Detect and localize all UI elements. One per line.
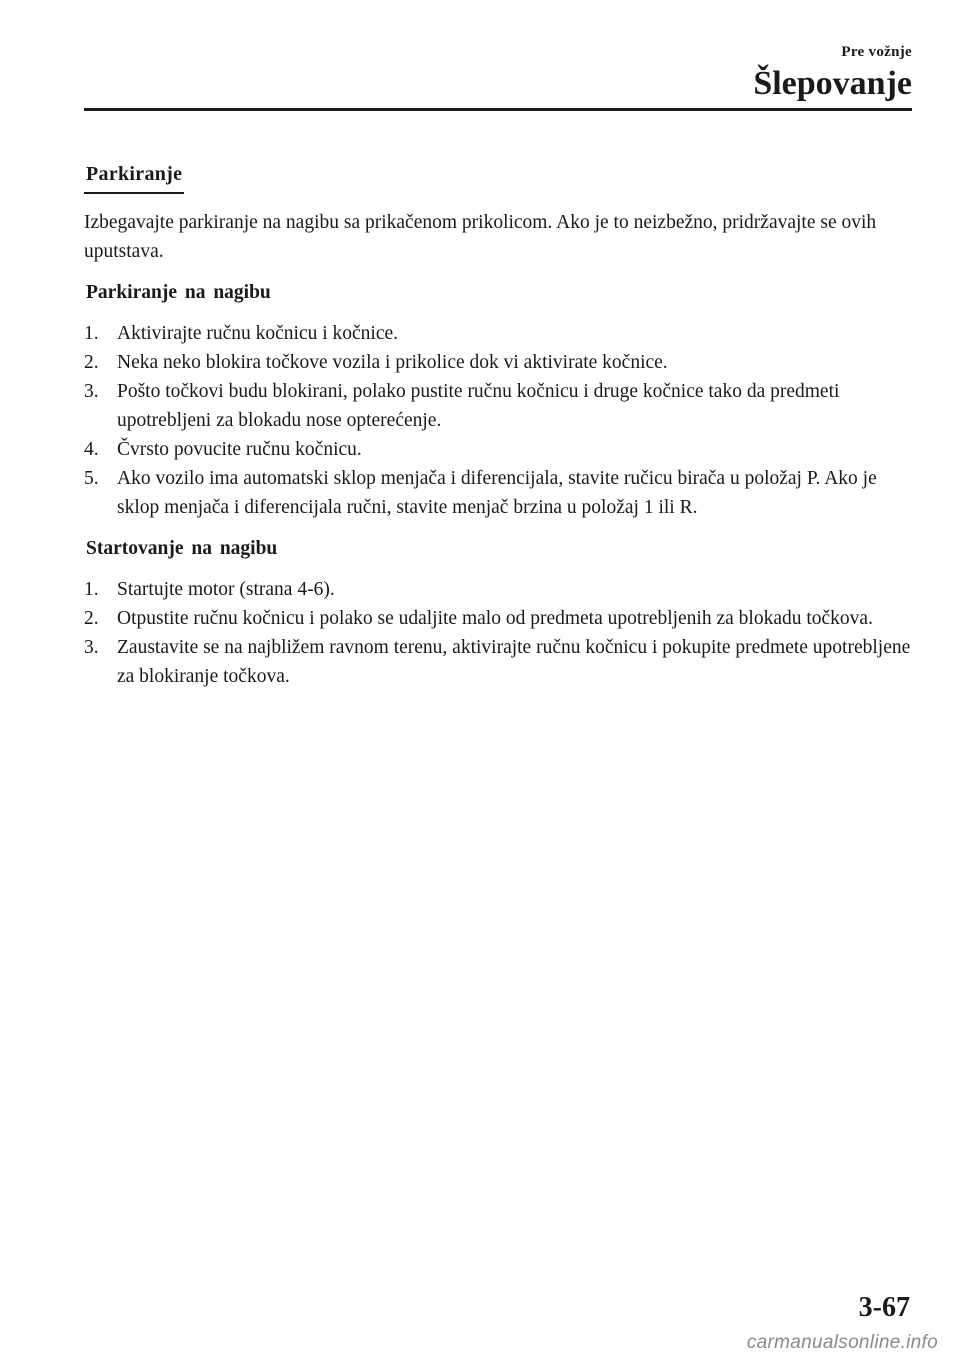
parking-steps-list: [84, 319, 912, 522]
header-divider: [84, 108, 912, 111]
step-number: 5.: [84, 468, 99, 489]
list-item: [84, 435, 912, 464]
step-text: Neka neko blokira točkove vozila i prikolice dok vi aktivirate kočnice.: [117, 352, 668, 373]
list-item: [84, 319, 912, 348]
step-number: 1.: [84, 323, 99, 344]
list-item: [84, 377, 912, 435]
step-number: 3.: [84, 637, 99, 658]
step-number: 2.: [84, 352, 99, 373]
step-text: Pošto točkovi budu blokirani, polako pustite ručnu kočnicu i druge kočnice tako da predmeti upotrebljeni za blokadu nose opterećenje.: [117, 381, 840, 431]
starting-on-slope-heading: Startovanje na nagibu: [86, 538, 278, 559]
list-item: [84, 633, 912, 691]
step-text: Aktivirajte ručnu kočnicu i kočnice.: [117, 323, 399, 344]
main-content: [84, 160, 912, 703]
list-item: [84, 348, 912, 377]
watermark: carmanualsonline.info: [746, 1332, 938, 1353]
list-item: [84, 464, 912, 522]
step-text: Zaustavite se na najbližem ravnom terenu, aktivirajte ručnu kočnicu i pokupite predmete upotrebljene za blokiranje točkova.: [117, 637, 911, 687]
section-heading: Parkiranje: [84, 160, 184, 194]
list-item: [84, 575, 912, 604]
step-text: Otpustite ručnu kočnicu i polako se udaljite malo od predmeta upotrebljenih za blokadu točkova.: [117, 608, 873, 629]
step-number: 3.: [84, 381, 99, 402]
chapter-label: Pre vožnje: [841, 44, 912, 60]
page-title: Šlepovanje: [753, 65, 912, 102]
list-item: [84, 604, 912, 633]
step-number: 4.: [84, 439, 99, 460]
step-number: 1.: [84, 579, 99, 600]
page-number: 3-67: [858, 1292, 910, 1323]
starting-steps-list: [84, 575, 912, 691]
step-text: Ako vozilo ima automatski sklop menjača i diferencijala, stavite ručicu birača u položaj P. Ako je sklop menjača i diferencijala ručni, stavite menjač brzina u položaj 1 ili R.: [117, 468, 877, 518]
step-text: Čvrsto povucite ručnu kočnicu.: [117, 439, 362, 460]
step-number: 2.: [84, 608, 99, 629]
page-header: [753, 44, 912, 102]
parking-on-slope-heading: Parkiranje na nagibu: [86, 282, 271, 303]
step-text: Startujte motor (strana 4-6).: [117, 579, 335, 600]
intro-paragraph: Izbegavajte parkiranje na nagibu sa prikačenom prikolicom. Ako je to neizbežno, pridržavajte se ovih uputstava.: [84, 212, 877, 262]
